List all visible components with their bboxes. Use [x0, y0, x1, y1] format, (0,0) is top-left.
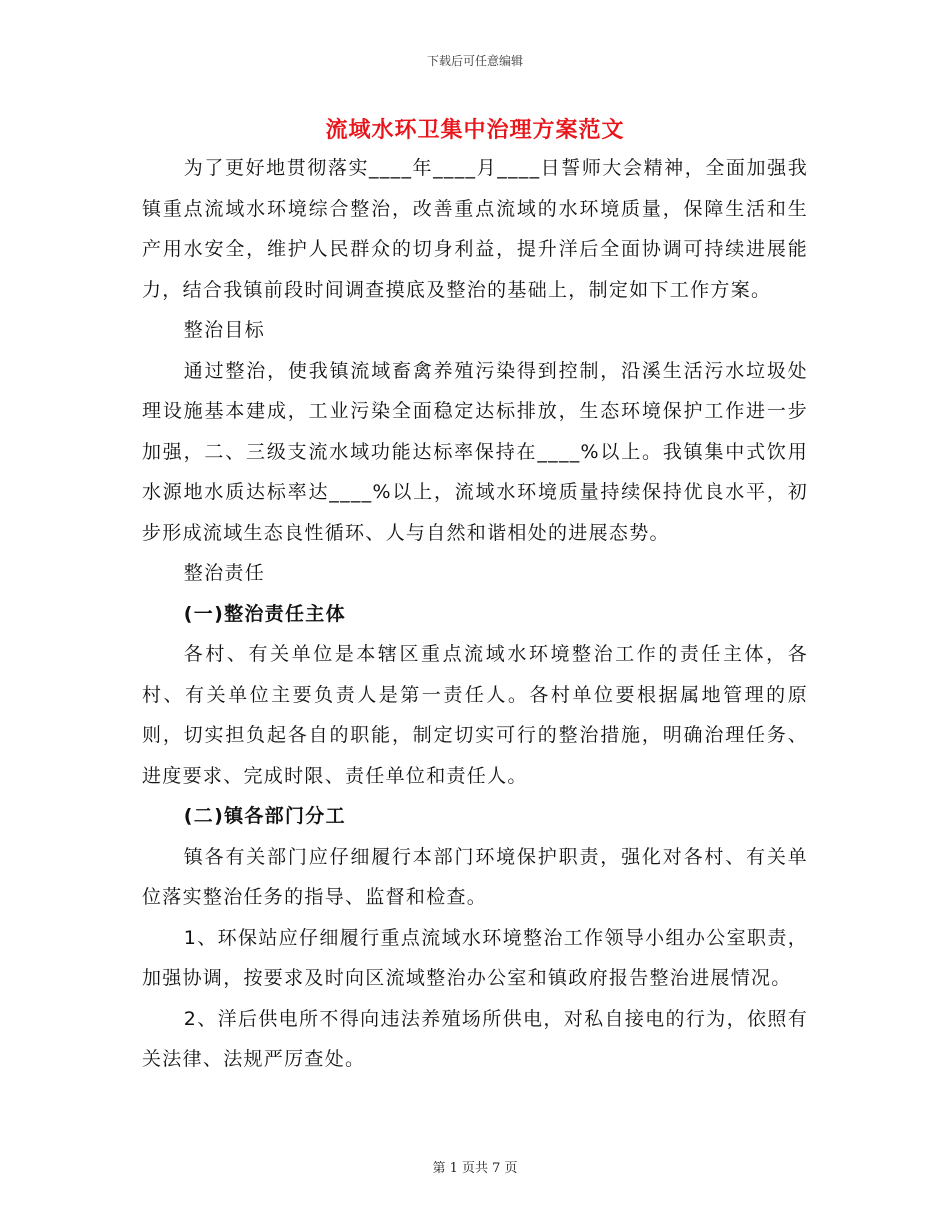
page-header-note: 下载后可任意编辑 — [426, 54, 523, 68]
department-division-paragraph: 镇各有关部门应仔细履行本部门环境保护职责，强化对各村、有关单位落实整治任务的指导、监督和检查。 — [142, 845, 808, 908]
section-heading-goals: 整治目标 — [183, 319, 265, 341]
section-heading-responsibility: 整治责任 — [183, 562, 265, 584]
intro-paragraph: 为了更好地贯彻落实____年____月____日誓师大会精神，全面加强我镇重点流域水环境综合整治，改善重点流域的水环境质量，保障生活和生产用水安全，维护人民群众的切身利益，提升洋后全面协调可持续进展能力，结合我镇前段时间调查摸底及整治的基础上，制定如下工作方案。 — [142, 157, 808, 301]
document-title: 流域水环卫集中治理方案范文 — [325, 117, 625, 143]
subheading-department-division: (二)镇各部门分工 — [183, 805, 346, 827]
responsible-subject-paragraph: 各村、有关单位是本辖区重点流域水环境整治工作的责任主体，各村、有关单位主要负责人是第一责任人。各村单位要根据属地管理的原则，切实担负起各自的职能，制定切实可行的整治措施，明确治理任务、进度要求、完成时限、责任单位和责任人。 — [142, 643, 808, 787]
subheading-responsible-subject: (一)整治责任主体 — [183, 602, 346, 625]
list-item-power-supply: 2、洋后供电所不得向违法养殖场所供电，对私自接电的行为，依照有关法律、法规严厉查处。 — [142, 1007, 808, 1070]
page-footer: 第 1 页共 7 页 — [432, 1161, 518, 1176]
goals-paragraph: 通过整治，使我镇流域畜禽养殖污染得到控制，沿溪生活污水垃圾处理设施基本建成，工业污染全面稳定达标排放，生态环境保护工作进一步加强，二、三级支流水域功能达标率保持在____%以上。我镇集中式饮用水源地水质达标率达____%以上，流域水环境质量持续保持优良水平，初步形成流域生态良性循环、人与自然和谐相处的进展态势。 — [142, 359, 808, 544]
document-body — [142, 148, 808, 1080]
list-item-environmental-station: 1、环保站应仔细履行重点流域水环境整治工作领导小组办公室职责，加强协调，按要求及时向区流域整治办公室和镇政府报告整治进展情况。 — [142, 926, 808, 989]
